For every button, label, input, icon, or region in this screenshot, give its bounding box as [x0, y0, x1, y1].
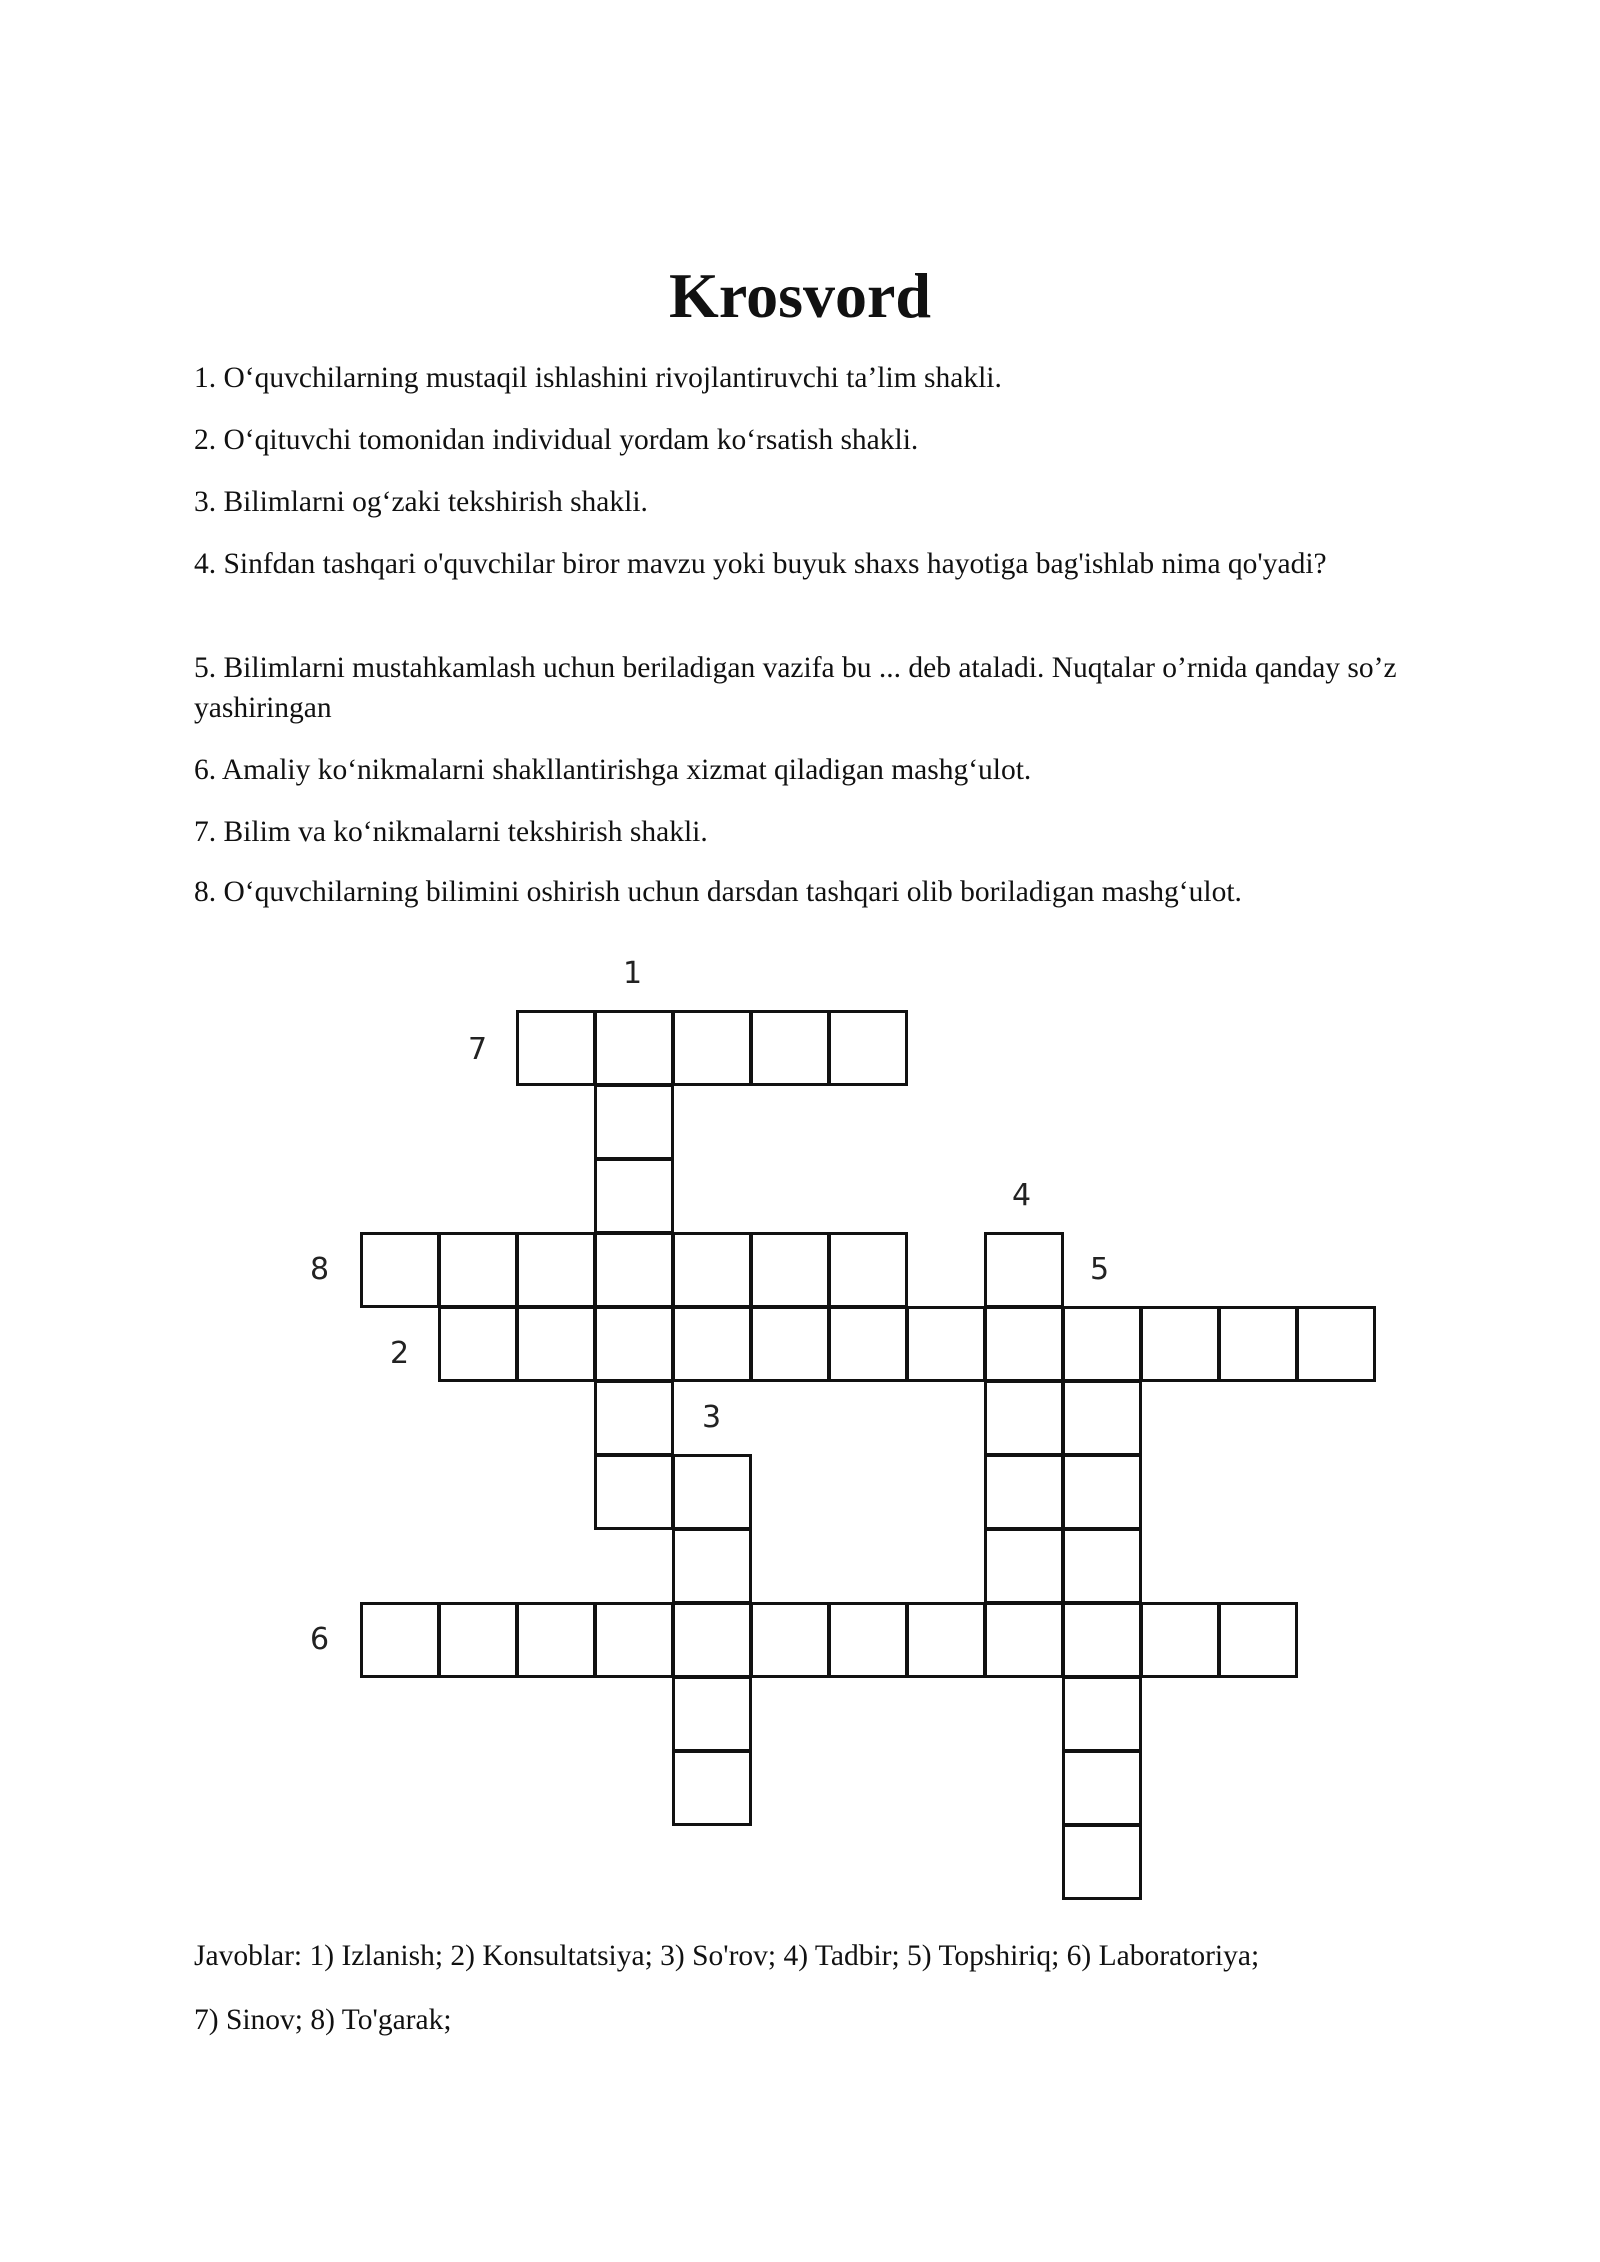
- crossword-cell[interactable]: [594, 1232, 674, 1308]
- answers-line-2: 7) Sinov; 8) To'garak;: [194, 2004, 452, 2036]
- crossword-cell[interactable]: [984, 1380, 1064, 1456]
- crossword-cell[interactable]: [828, 1602, 908, 1678]
- clue-5: 5. Bilimlarni mustahkamlash uchun beriladigan vazifa bu ... deb ataladi. Nuqtalar o’rnida qanday so’z yashiringan: [194, 652, 1397, 724]
- crossword-cell[interactable]: [672, 1454, 752, 1530]
- crossword-cell[interactable]: [1062, 1528, 1142, 1604]
- crossword-cell[interactable]: [906, 1602, 986, 1678]
- crossword-cell[interactable]: [672, 1528, 752, 1604]
- crossword-cell[interactable]: [984, 1232, 1064, 1308]
- clue-number-1: 1: [623, 956, 643, 991]
- crossword-cell[interactable]: [360, 1602, 440, 1678]
- crossword-cell[interactable]: [438, 1232, 518, 1308]
- crossword-cell[interactable]: [828, 1306, 908, 1382]
- crossword-cell[interactable]: [750, 1306, 830, 1382]
- crossword-cell[interactable]: [672, 1232, 752, 1308]
- crossword-cell[interactable]: [750, 1010, 830, 1086]
- crossword-cell[interactable]: [1140, 1602, 1220, 1678]
- crossword-cell[interactable]: [1296, 1306, 1376, 1382]
- clue-number-2: 2: [390, 1336, 410, 1371]
- crossword-cell[interactable]: [594, 1306, 674, 1382]
- crossword-cell[interactable]: [360, 1232, 440, 1308]
- crossword-cell[interactable]: [984, 1454, 1064, 1530]
- crossword-cell[interactable]: [984, 1306, 1064, 1382]
- crossword-cell[interactable]: [594, 1084, 674, 1160]
- crossword-cell[interactable]: [594, 1454, 674, 1530]
- crossword-cell[interactable]: [438, 1602, 518, 1678]
- crossword-cell[interactable]: [1062, 1602, 1142, 1678]
- clue-number-5: 5: [1090, 1252, 1110, 1287]
- crossword-cell[interactable]: [594, 1010, 674, 1086]
- crossword-cell[interactable]: [672, 1676, 752, 1752]
- crossword-cell[interactable]: [984, 1528, 1064, 1604]
- crossword-cell[interactable]: [1062, 1750, 1142, 1826]
- crossword-cell[interactable]: [594, 1380, 674, 1456]
- crossword-cell[interactable]: [1062, 1676, 1142, 1752]
- clue-7: 7. Bilim va ko‘nikmalarni tekshirish shakli.: [194, 816, 708, 848]
- clue-2: 2. O‘qituvchi tomonidan individual yordam ko‘rsatish shakli.: [194, 424, 919, 456]
- clue-number-4: 4: [1012, 1178, 1032, 1213]
- crossword-cell[interactable]: [1062, 1454, 1142, 1530]
- crossword-cell[interactable]: [1062, 1306, 1142, 1382]
- clue-3: 3. Bilimlarni og‘zaki tekshirish shakli.: [194, 486, 648, 518]
- crossword-cell[interactable]: [516, 1602, 596, 1678]
- crossword-cell[interactable]: [828, 1232, 908, 1308]
- crossword-cell[interactable]: [1062, 1380, 1142, 1456]
- clue-number-8: 8: [310, 1252, 330, 1287]
- page-title: Krosvord: [669, 260, 931, 331]
- crossword-cell[interactable]: [1062, 1824, 1142, 1900]
- crossword-cell[interactable]: [516, 1232, 596, 1308]
- crossword-cell[interactable]: [672, 1010, 752, 1086]
- crossword-cell[interactable]: [750, 1232, 830, 1308]
- crossword-cell[interactable]: [516, 1306, 596, 1382]
- clue-1: 1. O‘quvchilarning mustaqil ishlashini rivojlantiruvchi ta’lim shakli.: [194, 362, 1002, 394]
- crossword-cell[interactable]: [594, 1602, 674, 1678]
- crossword-cell[interactable]: [594, 1158, 674, 1234]
- crossword-cell[interactable]: [516, 1010, 596, 1086]
- clue-4: 4. Sinfdan tashqari o'quvchilar biror mavzu yoki buyuk shaxs hayotiga bag'ishlab nima qo'yadi?: [194, 548, 1327, 580]
- crossword-cell[interactable]: [672, 1306, 752, 1382]
- crossword-cell[interactable]: [750, 1602, 830, 1678]
- crossword-cell[interactable]: [906, 1306, 986, 1382]
- crossword-cell[interactable]: [828, 1010, 908, 1086]
- clue-number-7: 7: [468, 1032, 488, 1067]
- clue-6: 6. Amaliy ko‘nikmalarni shakllantirishga xizmat qiladigan mashg‘ulot.: [194, 754, 1032, 786]
- crossword-cell[interactable]: [672, 1750, 752, 1826]
- crossword-cell[interactable]: [1218, 1602, 1298, 1678]
- crossword-cell[interactable]: [984, 1602, 1064, 1678]
- crossword-cell[interactable]: [438, 1306, 518, 1382]
- crossword-cell[interactable]: [1140, 1306, 1220, 1382]
- clue-number-6: 6: [310, 1622, 330, 1657]
- clue-8: 8. O‘quvchilarning bilimini oshirish uchun darsdan tashqari olib boriladigan mashg‘ulot.: [194, 876, 1242, 908]
- crossword-cell[interactable]: [672, 1602, 752, 1678]
- answers-line-1: Javoblar: 1) Izlanish; 2) Konsultatsiya; 3) So'rov; 4) Tadbir; 5) Topshiriq; 6) Laboratoriya;: [194, 1940, 1260, 1972]
- crossword-cell[interactable]: [1218, 1306, 1298, 1382]
- clue-number-3: 3: [702, 1400, 722, 1435]
